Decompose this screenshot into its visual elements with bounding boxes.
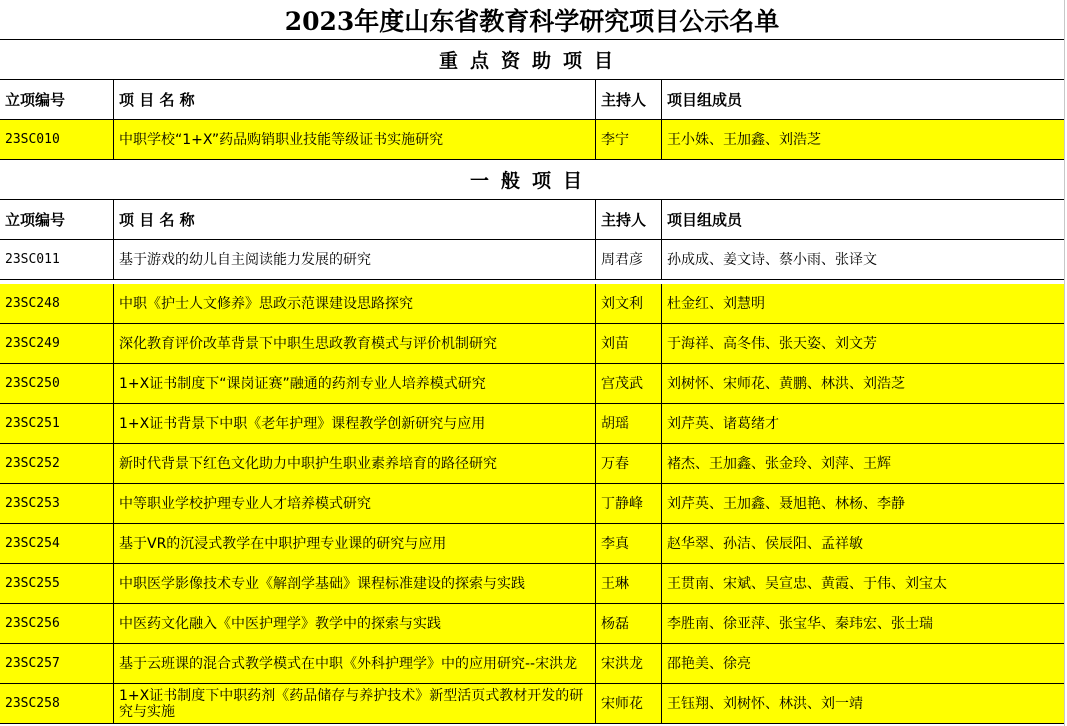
cell-name[interactable]: 基于云班课的混合式教学模式在中职《外科护理学》中的应用研究--宋洪龙: [113, 644, 595, 683]
cell-members[interactable]: 王小姝、王加鑫、刘浩芝: [661, 120, 1064, 159]
cell-name[interactable]: 深化教育评价改革背景下中职生思政教育模式与评价机制研究: [113, 324, 595, 363]
table-right-border: [1064, 0, 1065, 726]
cell-name[interactable]: 中职《护士人文修养》思政示范课建设思路探究: [113, 284, 595, 323]
cell-members[interactable]: 王钰翔、刘树怀、林洪、刘一靖: [661, 684, 1064, 723]
cell-members[interactable]: 褚杰、王加鑫、张金玲、刘萍、王辉: [661, 444, 1064, 483]
cell-host[interactable]: 杨磊: [595, 604, 661, 643]
section-title-key: 重点资助项目: [0, 40, 1064, 80]
cell-name[interactable]: 基于VR的沉浸式教学在中职护理专业课的研究与应用: [113, 524, 595, 563]
cell-host[interactable]: 李宁: [595, 120, 661, 159]
cell-id[interactable]: 23SC255: [5, 575, 60, 591]
header-name: 项 目 名 称: [113, 80, 595, 119]
table-header-key: [0, 80, 1064, 120]
cell-host[interactable]: 胡瑶: [595, 404, 661, 443]
cell-id[interactable]: 23SC254: [5, 535, 60, 551]
cell-host[interactable]: 宋师花: [595, 684, 661, 723]
cell-id[interactable]: 23SC258: [5, 695, 60, 711]
header-host: 主持人: [595, 200, 661, 239]
cell-id[interactable]: 23SC257: [5, 655, 60, 671]
cell-members[interactable]: 王贯南、宋斌、吴宣忠、黄霞、于伟、刘宝太: [661, 564, 1064, 603]
cell-host[interactable]: 刘文利: [595, 284, 661, 323]
cell-host[interactable]: 李真: [595, 524, 661, 563]
cell-host[interactable]: 宋洪龙: [595, 644, 661, 683]
cell-host[interactable]: 刘苗: [595, 324, 661, 363]
cell-host[interactable]: 周君彦: [595, 240, 661, 279]
table-row[interactable]: [0, 484, 1064, 524]
table-row[interactable]: [0, 324, 1064, 364]
cell-members[interactable]: 刘芹英、王加鑫、聂旭艳、林杨、李静: [661, 484, 1064, 523]
cell-id[interactable]: 23SC250: [5, 375, 60, 391]
table-row[interactable]: [0, 364, 1064, 404]
cell-id[interactable]: 23SC249: [5, 335, 60, 351]
header-members: 项目组成员: [661, 80, 1064, 119]
cell-members[interactable]: 刘树怀、宋师花、黄鹏、林洪、刘浩芝: [661, 364, 1064, 403]
cell-name[interactable]: 中医药文化融入《中医护理学》教学中的探索与实践: [113, 604, 595, 643]
header-id: 立项编号: [5, 210, 66, 229]
page-title: 2023年度山东省教育科学研究项目公示名单: [0, 0, 1064, 40]
table-row[interactable]: [0, 444, 1064, 484]
cell-members[interactable]: 邵艳美、徐亮: [661, 644, 1064, 683]
table-row[interactable]: [0, 684, 1064, 724]
cell-id[interactable]: 23SC256: [5, 615, 60, 631]
header-host: 主持人: [595, 80, 661, 119]
cell-name[interactable]: 新时代背景下红色文化助力中职护生职业素养培育的路径研究: [113, 444, 595, 483]
cell-name[interactable]: 1+X证书制度下中职药剂《药品储存与养护技术》新型活页式教材开发的研究与实施: [113, 684, 595, 723]
section-title-general: 一般项目: [0, 160, 1064, 200]
cell-name[interactable]: 1+X证书制度下“课岗证赛”融通的药剂专业人培养模式研究: [113, 364, 595, 403]
header-name: 项 目 名 称: [113, 200, 595, 239]
table-row[interactable]: [0, 240, 1064, 280]
table-row[interactable]: [0, 524, 1064, 564]
cell-members[interactable]: 刘芹英、诸葛绪才: [661, 404, 1064, 443]
cell-name[interactable]: 1+X证书背景下中职《老年护理》课程教学创新研究与应用: [113, 404, 595, 443]
cell-name[interactable]: 中职医学影像技术专业《解剖学基础》课程标准建设的探索与实践: [113, 564, 595, 603]
cell-id[interactable]: 23SC252: [5, 455, 60, 471]
table-row[interactable]: [0, 604, 1064, 644]
cell-members[interactable]: 赵华翠、孙洁、侯辰阳、孟祥敏: [661, 524, 1064, 563]
cell-members[interactable]: 孙成成、姜文诗、蔡小雨、张译文: [661, 240, 1064, 279]
cell-members[interactable]: 李胜南、徐亚萍、张宝华、秦玮宏、张士瑞: [661, 604, 1064, 643]
table-row[interactable]: [0, 284, 1064, 324]
cell-name[interactable]: 中职学校“1+X”药品购销职业技能等级证书实施研究: [113, 120, 595, 159]
table-row[interactable]: [0, 404, 1064, 444]
cell-name[interactable]: 中等职业学校护理专业人才培养模式研究: [113, 484, 595, 523]
header-members: 项目组成员: [661, 200, 1064, 239]
table-row[interactable]: [0, 644, 1064, 684]
cell-id[interactable]: 23SC253: [5, 495, 60, 511]
cell-id[interactable]: 23SC010: [5, 131, 60, 147]
cell-members[interactable]: 于海祥、高冬伟、张天姿、刘文芳: [661, 324, 1064, 363]
table-row[interactable]: [0, 120, 1064, 160]
cell-members[interactable]: 杜金红、刘慧明: [661, 284, 1064, 323]
table-header-general: [0, 200, 1064, 240]
cell-host[interactable]: 王琳: [595, 564, 661, 603]
cell-id[interactable]: 23SC251: [5, 415, 60, 431]
cell-host[interactable]: 万春: [595, 444, 661, 483]
cell-id[interactable]: 23SC011: [5, 251, 60, 267]
table-row[interactable]: [0, 564, 1064, 604]
cell-name[interactable]: 基于游戏的幼儿自主阅读能力发展的研究: [113, 240, 595, 279]
cell-host[interactable]: 丁静峰: [595, 484, 661, 523]
header-id: 立项编号: [5, 90, 66, 109]
cell-host[interactable]: 宫茂武: [595, 364, 661, 403]
cell-id[interactable]: 23SC248: [5, 295, 60, 311]
